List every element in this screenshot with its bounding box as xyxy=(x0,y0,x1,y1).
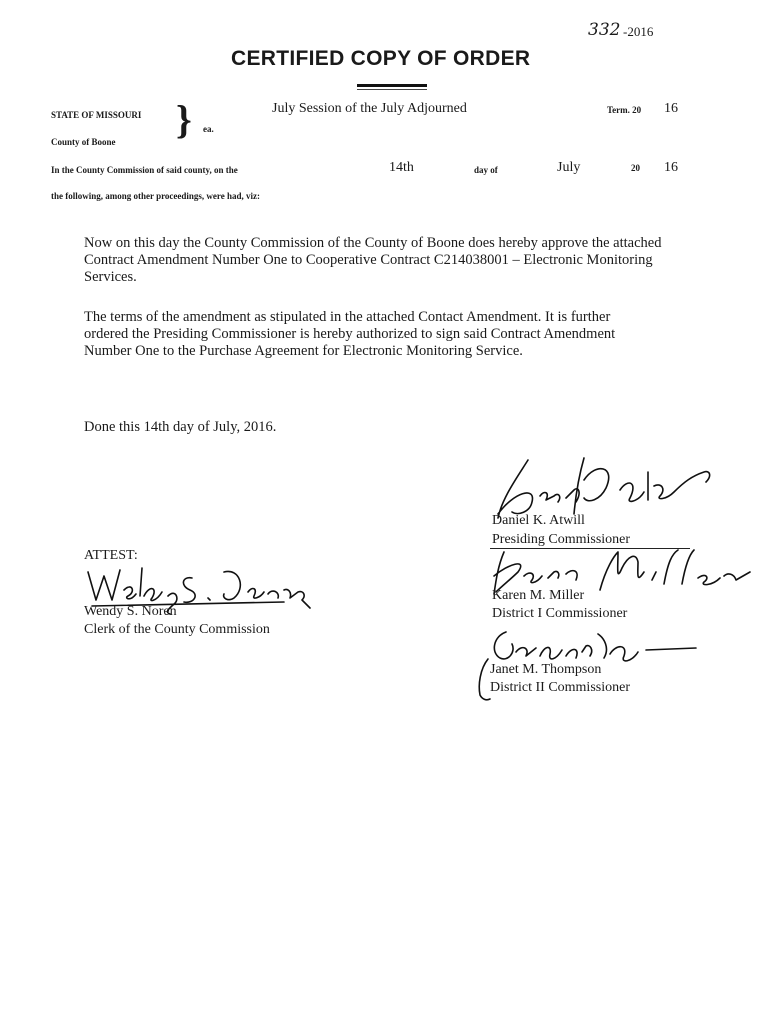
day-of-label: day of xyxy=(474,165,498,175)
year-prefix: 20 xyxy=(631,163,640,173)
attest-label: ATTEST: xyxy=(84,548,138,563)
brace-icon: } xyxy=(176,97,192,142)
term-year: 16 xyxy=(664,101,678,116)
district-two-commissioner-title: District II Commissioner xyxy=(490,680,630,695)
state-label: STATE OF MISSOURI xyxy=(51,110,142,120)
title-rule xyxy=(357,84,427,87)
done-line: Done this 14th day of July, 2016. xyxy=(84,419,277,435)
title-rule-thin xyxy=(357,89,427,90)
year-value: 16 xyxy=(664,160,678,175)
page-title: CERTIFIED COPY OF ORDER xyxy=(231,47,531,70)
clerk-title: Clerk of the County Commission xyxy=(84,622,270,637)
presiding-commissioner-name: Daniel K. Atwill xyxy=(492,513,585,528)
ea-label: ea. xyxy=(203,124,214,134)
district-two-commissioner-name: Janet M. Thompson xyxy=(490,662,602,677)
doc-year: -2016 xyxy=(623,24,654,39)
district-one-commissioner-title: District I Commissioner xyxy=(492,606,628,621)
district-one-commissioner-name: Karen M. Miller xyxy=(492,588,585,603)
county-label: County of Boone xyxy=(51,137,116,147)
margin-bracket-mark xyxy=(474,655,494,705)
day-value: 14th xyxy=(389,160,414,175)
paragraph-authorization: The terms of the amendment as stipulated in the attached Contact Amendment. It is further ordered the Presiding Commissioner is hereby authorized to sign said Contract Amendment Number One to the Purchase Agreement for Electronic Monitoring Service. xyxy=(84,309,616,359)
proceedings-line: the following, among other proceedings, were had, viz: xyxy=(51,191,260,201)
clerk-name: Wendy S. Noren xyxy=(84,604,177,619)
presiding-commissioner-title: Presiding Commissioner xyxy=(492,532,631,547)
month-value: July xyxy=(557,160,581,175)
doc-number: 332 xyxy=(588,20,621,40)
commission-line: In the County Commission of said county, on the xyxy=(51,165,238,175)
presiding-commissioner-signature xyxy=(488,452,718,522)
term-label: Term. 20 xyxy=(607,105,642,115)
session-label: July Session of the July Adjourned xyxy=(272,101,467,116)
paragraph-approval: Now on this day the County Commission of the County of Boone does hereby approve the attached Contract Amendment Number One to Cooperative Contract C214038001 – Electronic Monitoring Services. xyxy=(84,235,662,285)
